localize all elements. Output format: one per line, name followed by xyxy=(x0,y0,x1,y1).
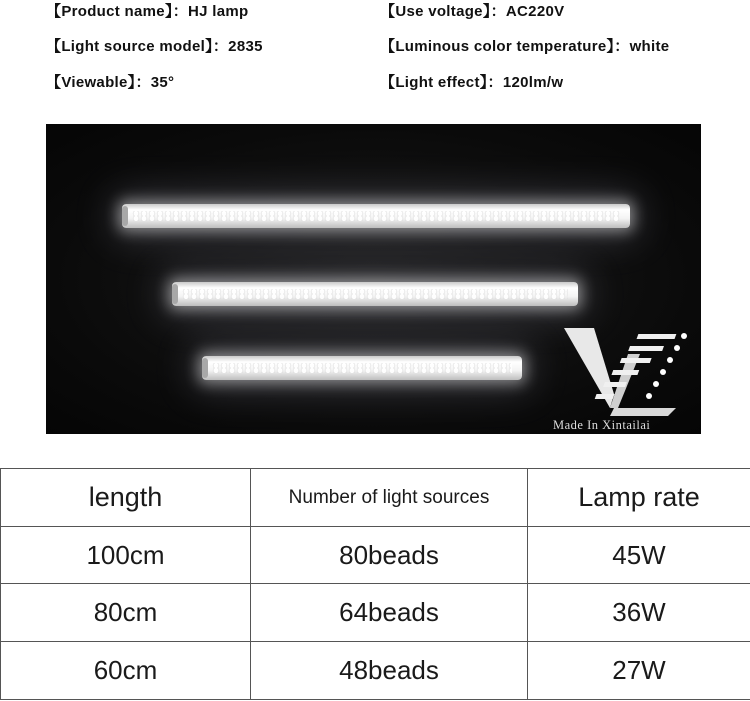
lamp-tube-medium xyxy=(172,282,578,306)
spec-value: 2835 xyxy=(228,38,263,55)
cell-lamp-rate: 27W xyxy=(528,641,750,699)
spec-use-voltage xyxy=(380,0,564,21)
spec-value: HJ lamp xyxy=(188,3,249,20)
spec-label: 【 Light source model 】： xyxy=(46,38,228,55)
spec-product-name xyxy=(46,0,249,21)
spec-viewable xyxy=(46,71,174,92)
header-light-sources: Number of light sources xyxy=(251,469,528,527)
spec-label: 【 Product name 】： xyxy=(46,3,188,20)
cell-lamp-rate: 36W xyxy=(528,584,750,641)
lamp-tube-long xyxy=(122,204,630,228)
spec-label: 【 Viewable 】： xyxy=(46,74,151,91)
spec-label: 【 Use voltage 】： xyxy=(380,3,506,20)
product-photo xyxy=(46,124,701,434)
cell-beads: 48beads xyxy=(251,641,528,699)
cell-length: 60cm xyxy=(1,641,251,699)
cell-beads: 64beads xyxy=(251,584,528,641)
spec-light-effect xyxy=(380,71,563,92)
xintailai-logo xyxy=(556,324,696,416)
lamp-spec-table xyxy=(0,468,750,700)
table-header-row xyxy=(1,469,750,527)
lamp-tube-short xyxy=(202,356,522,380)
header-length: length xyxy=(1,469,251,527)
spec-color-temperature xyxy=(380,35,669,56)
spec-label: 【 Light effect 】： xyxy=(380,74,503,91)
spec-light-source-model xyxy=(46,35,263,56)
spec-value: 35° xyxy=(150,74,175,91)
spec-value: 120lm/w xyxy=(502,74,564,91)
spec-value: AC220V xyxy=(505,3,565,20)
cell-lamp-rate: 45W xyxy=(528,527,750,584)
table-row xyxy=(1,641,750,699)
cell-beads: 80beads xyxy=(251,527,528,584)
spec-value: white xyxy=(629,38,670,55)
logo-caption: Made In Xintailai xyxy=(553,418,651,432)
spec-label: 【 Luminous color temperature 】： xyxy=(380,38,630,55)
cell-length: 100cm xyxy=(1,527,251,584)
cell-length: 80cm xyxy=(1,584,251,641)
table-row xyxy=(1,584,750,641)
header-lamp-rate: Lamp rate xyxy=(528,469,750,527)
table-row xyxy=(1,527,750,584)
